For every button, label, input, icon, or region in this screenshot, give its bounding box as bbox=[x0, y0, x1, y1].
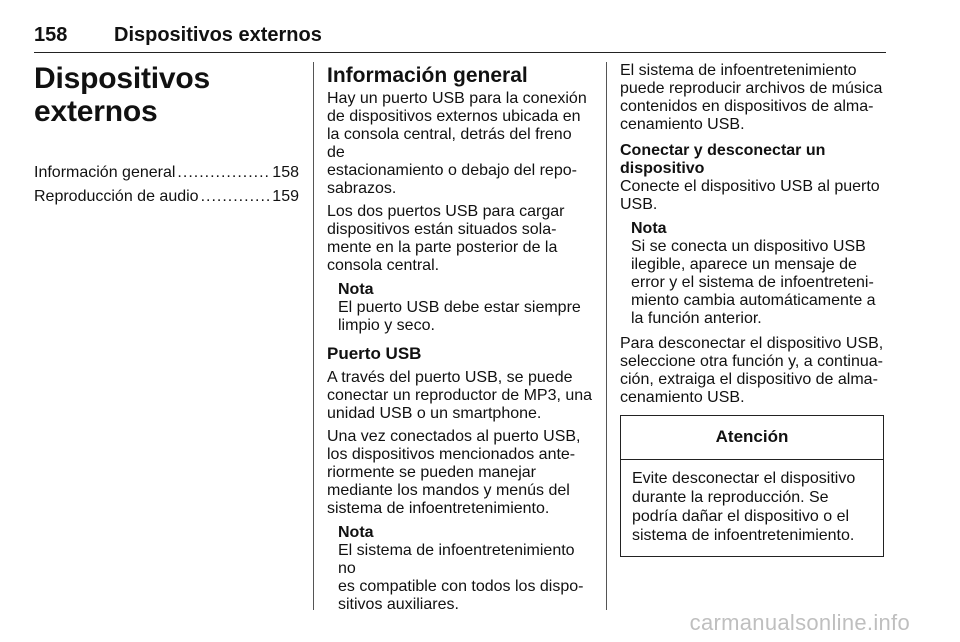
paragraph: Hay un puerto USB para la conexión de dispositivos externos ubicada en la consola central, detrás del freno de estacionamiento o debajo del repo- sabrazos. bbox=[327, 90, 587, 197]
caution-title: Atención bbox=[621, 416, 883, 460]
toc-entry[interactable] bbox=[34, 186, 299, 207]
page-header bbox=[34, 22, 886, 53]
page-number: 158 bbox=[34, 24, 68, 46]
note-block bbox=[327, 281, 593, 335]
watermark: carmanualsonline.info bbox=[689, 610, 910, 635]
column-divider bbox=[606, 62, 607, 610]
toc-leader bbox=[201, 186, 271, 207]
note-title: Nota bbox=[338, 524, 374, 541]
column-divider bbox=[313, 62, 314, 610]
section-heading: Información general bbox=[327, 64, 528, 87]
toc-entry-label: Reproducción de audio bbox=[34, 188, 199, 205]
connect-column bbox=[620, 62, 888, 557]
general-info-column bbox=[327, 62, 593, 621]
paragraph: Conecte el dispositivo USB al puerto USB. bbox=[620, 178, 880, 213]
toc-entry-page: 159 bbox=[272, 188, 299, 205]
note-text: El puerto USB debe estar siempre limpio y seco. bbox=[338, 299, 581, 334]
note-title: Nota bbox=[631, 220, 667, 237]
toc-entry[interactable] bbox=[34, 162, 299, 183]
chapter-column bbox=[34, 62, 299, 210]
toc-entry-label: Información general bbox=[34, 164, 176, 181]
note-text: El sistema de infoentretenimiento no es compatible con todos los dispo- sitivos auxiliares. bbox=[338, 542, 584, 613]
caution-text: Evite desconectar el dispositivo durante la reproducción. Se podría dañar el dispositivo o el sistema de infoentretenimiento. bbox=[632, 470, 856, 544]
chapter-title: Dispositivos externos bbox=[34, 62, 210, 128]
toc-leader bbox=[177, 162, 270, 183]
paragraph: A través del puerto USB, se puede conectar un reproductor de MP3, una unidad USB o un smartphone. bbox=[327, 369, 593, 422]
note-title: Nota bbox=[338, 281, 374, 298]
note-block bbox=[620, 220, 888, 328]
paragraph: Los dos puertos USB para cargar dispositivos están situados sola- mente en la parte posterior de la consola central. bbox=[327, 203, 565, 274]
note-text: Si se conecta un dispositivo USB ilegible, aparece un mensaje de error y el sistema de infoentreteni- miento cambia automáticamente a la función anterior. bbox=[631, 238, 876, 327]
paragraph: Una vez conectados al puerto USB, los dispositivos mencionados ante- riormente se pueden manejar mediante los mandos y menús del sistema de infoentretenimiento. bbox=[327, 428, 581, 517]
subsection-heading: Conectar y desconectar un dispositivo bbox=[620, 142, 826, 177]
note-block bbox=[327, 524, 593, 614]
toc-entry-page: 158 bbox=[272, 164, 299, 181]
paragraph: Para desconectar el dispositivo USB, seleccione otra función y, a continua- ción, extraiga el dispositivo de alma- cenamiento USB. bbox=[620, 335, 884, 406]
paragraph: El sistema de infoentretenimiento puede reproducir archivos de música contenidos en dispositivos de alma- cenamiento USB. bbox=[620, 62, 883, 133]
subsection-heading: Puerto USB bbox=[327, 344, 422, 363]
running-title: Dispositivos externos bbox=[114, 24, 322, 46]
caution-box bbox=[620, 415, 884, 557]
table-of-contents bbox=[34, 162, 299, 207]
